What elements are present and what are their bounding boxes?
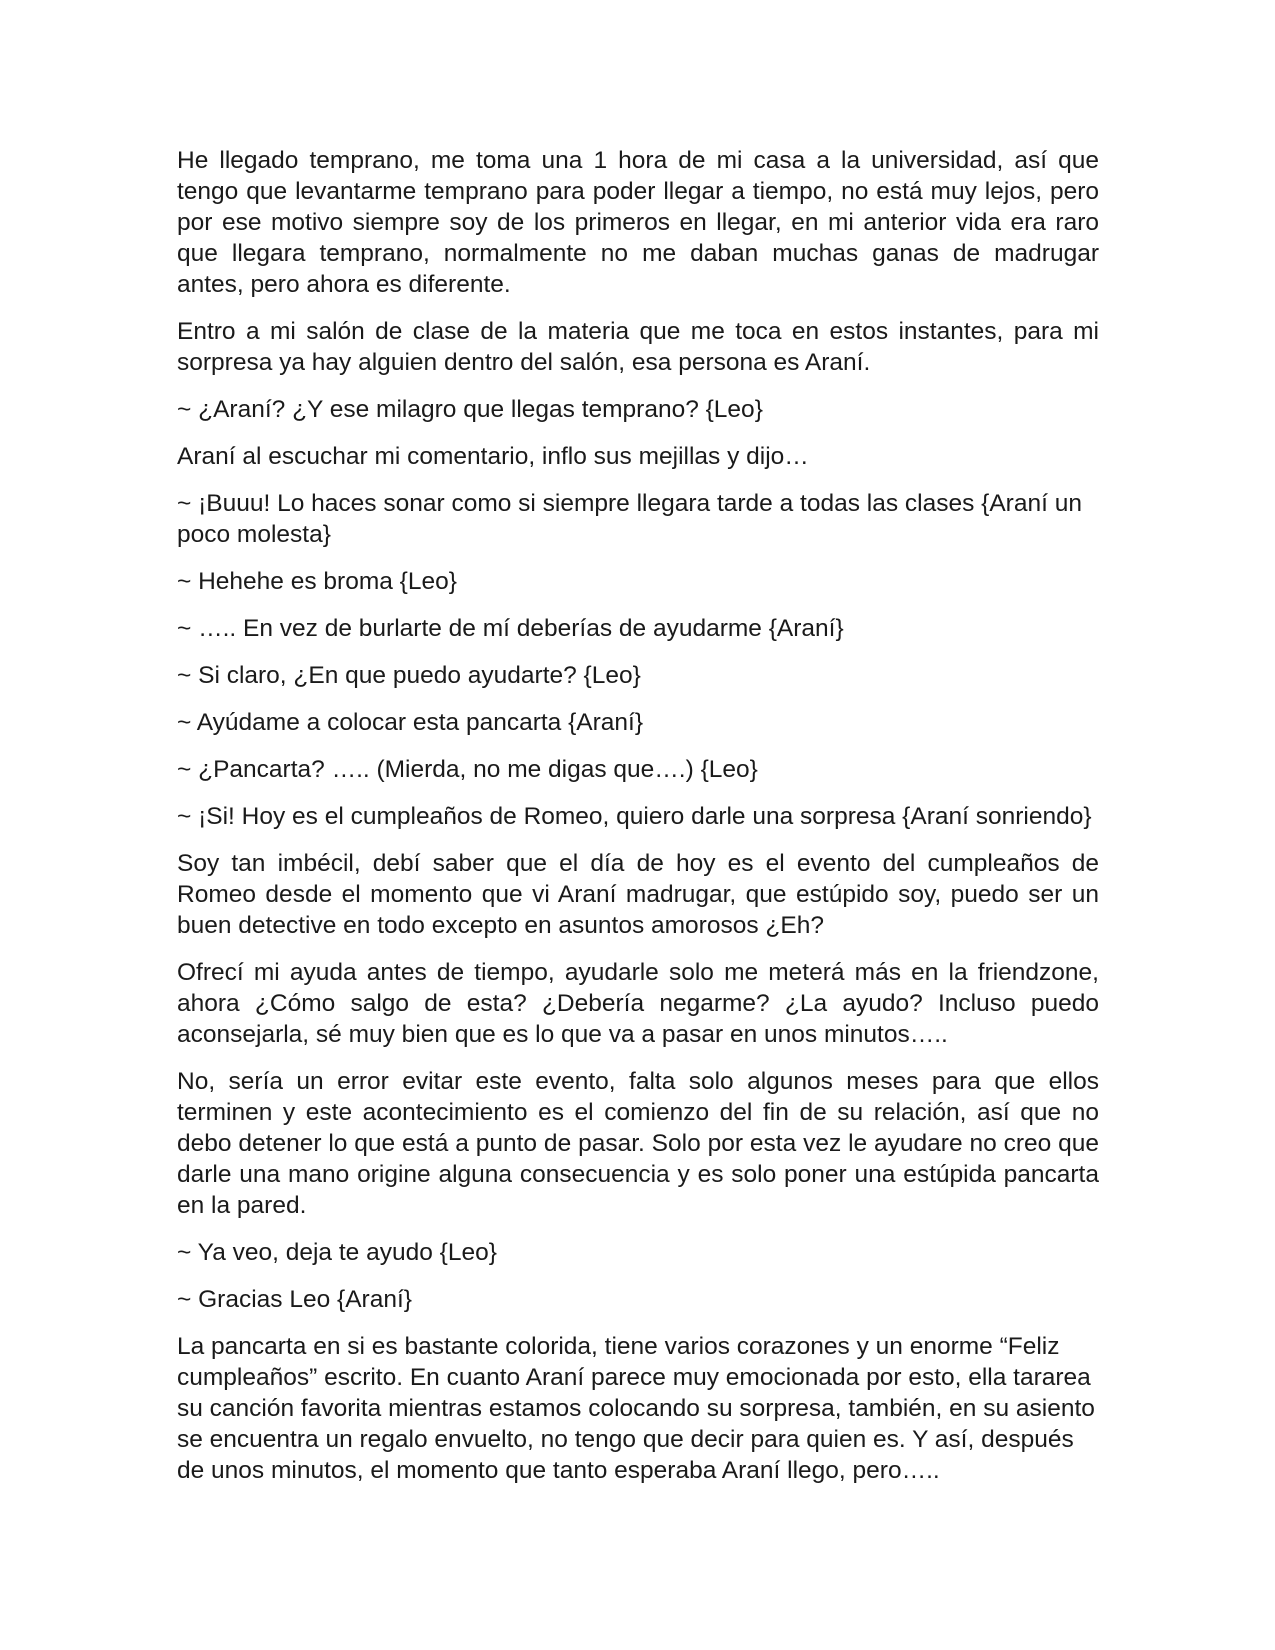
paragraph: Ofrecí mi ayuda antes de tiempo, ayudarle solo me meterá más en la friendzone, ahora ¿Cómo salgo de esta? ¿Debería negarme? ¿La ayudo? Incluso puedo aconsejarla, sé muy bien que es lo que va a pasar en unos minutos….. xyxy=(177,959,1099,1048)
dialogue-line: ~ Gracias Leo {Araní} xyxy=(177,1286,412,1313)
dialogue-line: ~ ¡Si! Hoy es el cumpleaños de Romeo, quiero darle una sorpresa {Araní sonriendo} xyxy=(177,803,1092,830)
paragraph: La pancarta en si es bastante colorida, tiene varios corazones y un enorme “Feliz cumpleaños” escrito. En cuanto Araní parece muy emocionada por esto, ella tararea su canción favorita mientras estamos colocando su sorpresa, también, en su asiento se encuentra un regalo envuelto, no tengo que decir para quien es. Y así, después de unos minutos, el momento que tanto esperaba Araní llego, pero….. xyxy=(177,1333,1095,1484)
dialogue-line: ~ ¡Buuu! Lo haces sonar como si siempre llegara tarde a todas las clases {Araní un poco molesta} xyxy=(177,490,1082,548)
paragraph: Soy tan imbécil, debí saber que el día de hoy es el evento del cumpleaños de Romeo desde el momento que vi Araní madrugar, que estúpido soy, puedo ser un buen detective en todo excepto en asuntos amorosos ¿Eh? xyxy=(177,850,1099,939)
dialogue-line: ~ ….. En vez de burlarte de mí deberías de ayudarme {Araní} xyxy=(177,615,844,642)
dialogue-line: ~ Ya veo, deja te ayudo {Leo} xyxy=(177,1239,497,1266)
dialogue-line: ~ ¿Araní? ¿Y ese milagro que llegas temprano? {Leo} xyxy=(177,396,763,423)
dialogue-line: ~ Ayúdame a colocar esta pancarta {Araní} xyxy=(177,709,644,736)
paragraph: Araní al escuchar mi comentario, inflo sus mejillas y dijo… xyxy=(177,443,809,470)
document-body xyxy=(177,145,1099,1502)
paragraph: Entro a mi salón de clase de la materia que me toca en estos instantes, para mi sorpresa ya hay alguien dentro del salón, esa persona es Araní. xyxy=(177,318,1099,376)
dialogue-line: ~ ¿Pancarta? ….. (Mierda, no me digas que….) {Leo} xyxy=(177,756,758,783)
paragraph: He llegado temprano, me toma una 1 hora de mi casa a la universidad, así que tengo que levantarme temprano para poder llegar a tiempo, no está muy lejos, pero por ese motivo siempre soy de los primeros en llegar, en mi anterior vida era raro que llegara temprano, normalmente no me daban muchas ganas de madrugar antes, pero ahora es diferente. xyxy=(177,147,1099,298)
dialogue-line: ~ Si claro, ¿En que puedo ayudarte? {Leo} xyxy=(177,662,641,689)
paragraph: No, sería un error evitar este evento, falta solo algunos meses para que ellos terminen y este acontecimiento es el comienzo del fin de su relación, así que no debo detener lo que está a punto de pasar. Solo por esta vez le ayudare no creo que darle una mano origine alguna consecuencia y es solo poner una estúpida pancarta en la pared. xyxy=(177,1068,1099,1219)
dialogue-line: ~ Hehehe es broma {Leo} xyxy=(177,568,457,595)
